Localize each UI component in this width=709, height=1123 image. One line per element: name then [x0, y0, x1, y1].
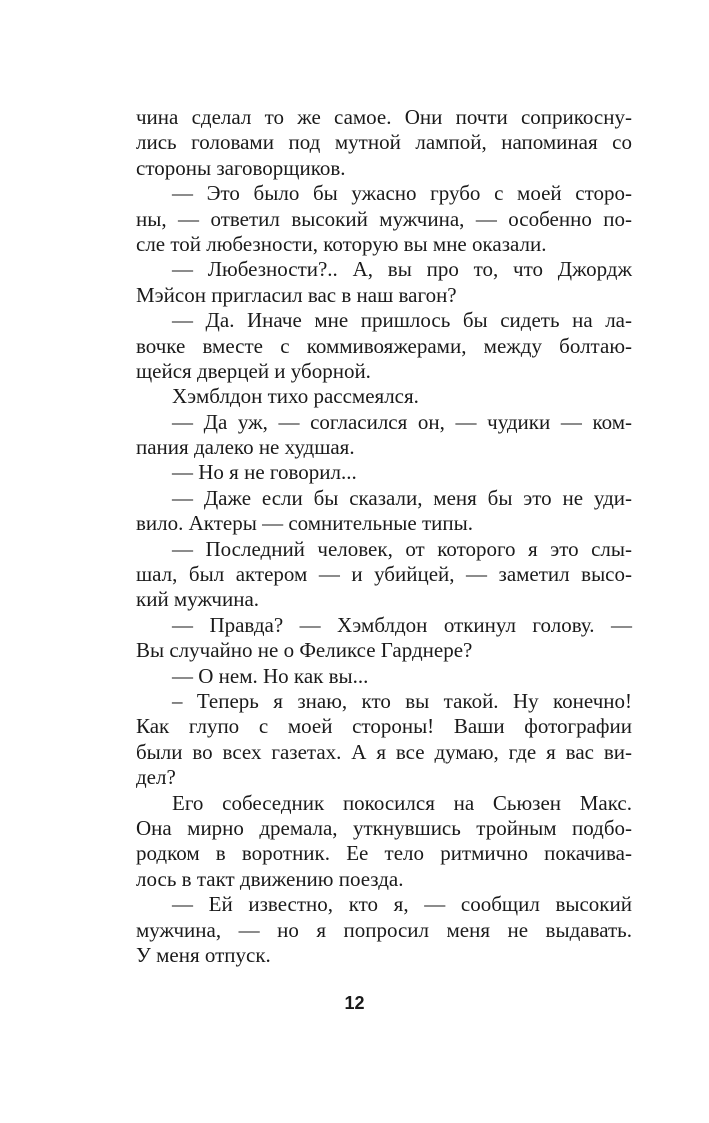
text-line: вочке вместе с коммивояжерами, между болтаю-: [136, 333, 632, 358]
text-line: лись головами под мутной лампой, напоминая со: [136, 130, 632, 155]
text-line: дел?: [136, 765, 176, 790]
text-line: вило. Актеры — сомнительные типы.: [136, 511, 474, 536]
text-line: лось в такт движению поезда.: [136, 866, 404, 891]
text-line: кий мужчина.: [136, 587, 260, 612]
text-line: — О нем. Но как вы...: [172, 663, 369, 688]
text-line: — Да уж, — согласился он, — чудики — ком-: [172, 409, 632, 434]
text-line: — Любезности?.. А, вы про то, что Джордж: [172, 257, 632, 282]
text-line: чина сделал то же самое. Они почти соприкосну-: [136, 105, 632, 129]
text-line: — Да. Иначе мне пришлось бы сидеть на ла-: [172, 308, 632, 333]
text-line: — Но я не говорил...: [172, 460, 357, 485]
text-line: Хэмблдон тихо рассмеялся.: [172, 384, 419, 409]
text-line: — Правда? — Хэмблдон откинул голову. —: [172, 612, 632, 637]
text-line: — Даже если бы сказали, меня бы это не уди-: [172, 485, 632, 510]
text-line: Его собеседник покосился на Сьюзен Макс.: [172, 790, 632, 815]
text-line: — Это было бы ужасно грубо с моей сторо-: [172, 181, 632, 206]
text-line: — Последний человек, от которого я это слы-: [172, 536, 632, 561]
text-line: стороны заговорщиков.: [136, 155, 346, 180]
text-line: У меня отпуск.: [136, 942, 271, 967]
text-line: – Теперь я знаю, кто вы такой. Ну конечно!: [172, 688, 632, 713]
text-line: Вы случайно не о Феликсе Гарднере?: [136, 638, 473, 663]
text-line: родком в воротник. Ее тело ритмично покачива-: [136, 841, 632, 866]
text-line: были во всех газетах. А я все думаю, где я вас ви-: [136, 739, 632, 764]
body-text: [136, 105, 632, 968]
text-line: пания далеко не худшая.: [136, 435, 355, 460]
text-line: сле той любезности, которую вы мне оказали.: [136, 231, 547, 256]
text-line: Мэйсон пригласил вас в наш вагон?: [136, 282, 457, 307]
text-line: щейся дверцей и уборной.: [136, 358, 371, 383]
page-number: 12: [344, 993, 365, 1013]
text-line: Она мирно дремала, уткнувшись тройным подбо-: [136, 815, 632, 840]
text-line: Как глупо с моей стороны! Ваши фотографии: [136, 714, 632, 739]
text-line: ны, — ответил высокий мужчина, — особенно по-: [136, 206, 632, 231]
text-line: мужчина, — но я попросил меня не выдавать.: [136, 917, 632, 942]
text-line: шал, был актером — и убийцей, — заметил высо-: [136, 562, 632, 587]
text-line: — Ей известно, кто я, — сообщил высокий: [172, 892, 632, 917]
